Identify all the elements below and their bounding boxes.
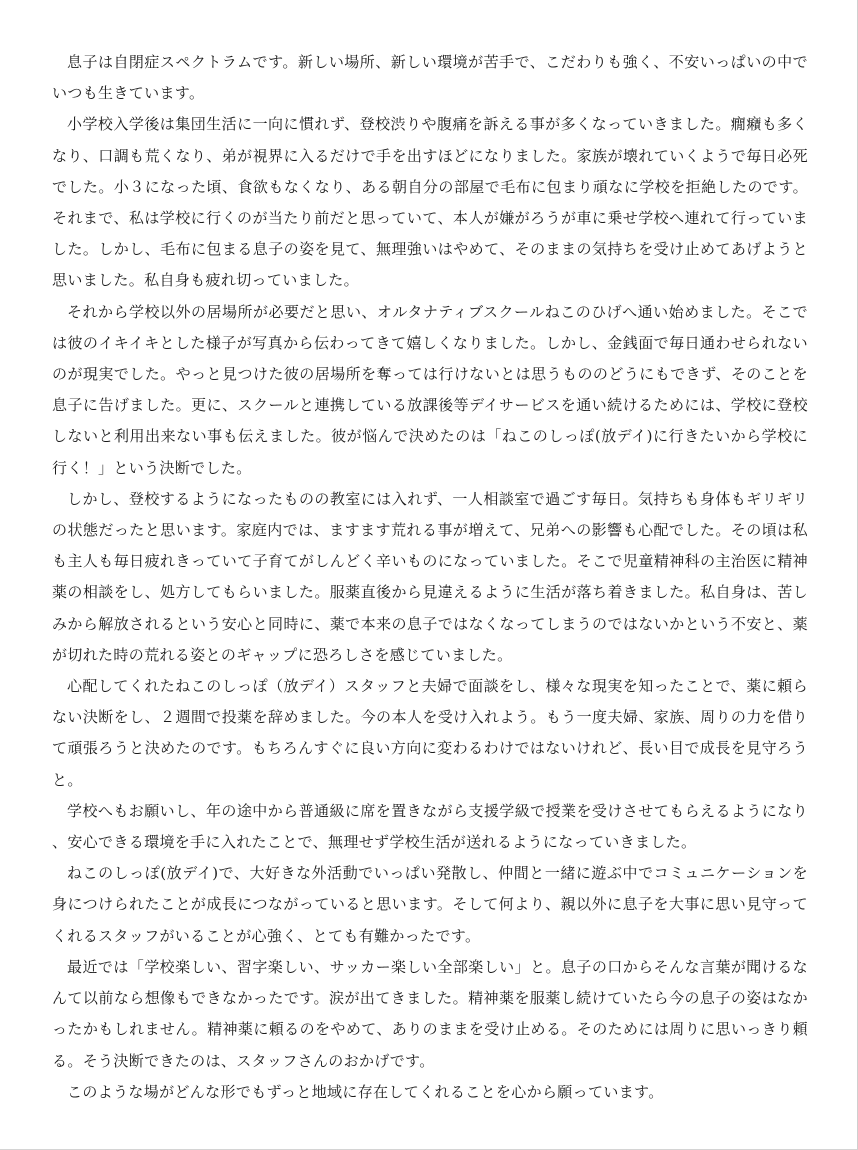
paragraph: ねこのしっぽ(放デイ)で、大好きな外活動でいっぱい発散し、仲間と一緒に遊ぶ中でコミュニケーションを身につけられたことが成長につながっていると思います。そして何より、親以外に息子を大事に思い見守ってくれるスタッフがいることが心強く、とても有難かったです。 (52, 864, 808, 945)
paragraph: このような場がどんな形でもずっと地域に存在してくれることを心から願っています。 (67, 1082, 664, 1101)
paragraph: 心配してくれたねこのしっぽ（放デイ）スタッフと夫婦で面談をし、様々な現実を知ったことで、薬に頼らない決断をし、２週間で投薬を辞めました。今の本人を受け入れよう。もう一度夫婦、家族、周りの力を借りて頑張ろうと決めたのです。もちろんすぐに良い方向に変わるわけではないけれど、長い目で成長を見守ろうと。 (52, 677, 808, 789)
paragraph: しかし、登校するようになったものの教室には入れず、一人相談室で過ごす毎日。気持ちも身体もギリギリの状態だったと思います。家庭内では、ますます荒れる事が増えて、兄弟への影響も心配でした。その頃は私も主人も毎日疲れきっていて子育てがしんどく辛いものになっていました。そこで児童精神科の主治医に精神薬の相談をし、処方してもらいました。服薬直後から見違えるように生活が落ち着きました。私自身は、苦しみから解放されるという安心と同時に、薬で本来の息子ではなくなってしまうのではないかという不安と、薬が切れた時の荒れる姿とのギャップに恐ろしさを感じていました。 (52, 489, 808, 664)
paragraph: 学校へもお願いし、年の途中から普通級に席を置きながら支援学級で授業を受けさせてもらえるようになり、安心できる環境を手に入れたことで、無理せず学校生活が送れるようになっていきました。 (52, 801, 808, 852)
document-body (52, 47, 808, 1108)
paragraph: 小学校入学後は集団生活に一向に慣れず、登校渋りや腹痛を訴える事が多くなっていきました。癇癪も多くなり、口調も荒くなり、弟が視界に入るだけで手を出すほどになりました。家族が壊れていくようで毎日必死でした。小３になった頃、食欲もなくなり、ある朝自分の部屋で毛布に包まり頑なに学校を拒絶したのです。それまで、私は学校に行くのが当たり前だと思っていて、本人が嫌がろうが車に乗せ学校へ連れて行っていました。しかし、毛布に包まる息子の姿を見て、無理強いはやめて、そのままの気持ちを受け止めてあげようと思いました。私自身も疲れ切っていました。 (52, 115, 808, 290)
paragraph: 息子は自閉症スペクトラムです。新しい場所、新しい環境が苦手で、こだわりも強く、不安いっぱいの中でいつも生きています。 (52, 53, 808, 103)
paragraph: それから学校以外の居場所が必要だと思い、オルタナティブスクールねこのひげへ通い始めました。そこでは彼のイキイキとした様子が写真から伝わってきて嬉しくなりました。しかし、金銭面で毎日通わせられないのが現実でした。やっと見つけた彼の居場所を奪っては行けないとは思うもののどうにもできず、そのことを息子に告げました。更に、スクールと連携している放課後等デイサービスを通い続けるためには、学校に登校しないと利用出来ない事も伝えました。彼が悩んで決めたのは「ねこのしっぽ(放デイ)に行きたいから学校に行く！」という決断でした。 (52, 302, 808, 477)
paragraph: 最近では「学校楽しい、習字楽しい、サッカー楽しい全部楽しい」と。息子の口からそんな言葉が聞けるなんて以前なら想像もできなかったです。涙が出てきました。精神薬を服薬し続けていたら今の息子の姿はなかったかもしれません。精神薬に頼るのをやめて、ありのままを受け止める。そのためには周りに思いっきり頼る。そう決断できたのは、スタッフさんのおかげです。 (52, 957, 808, 1070)
